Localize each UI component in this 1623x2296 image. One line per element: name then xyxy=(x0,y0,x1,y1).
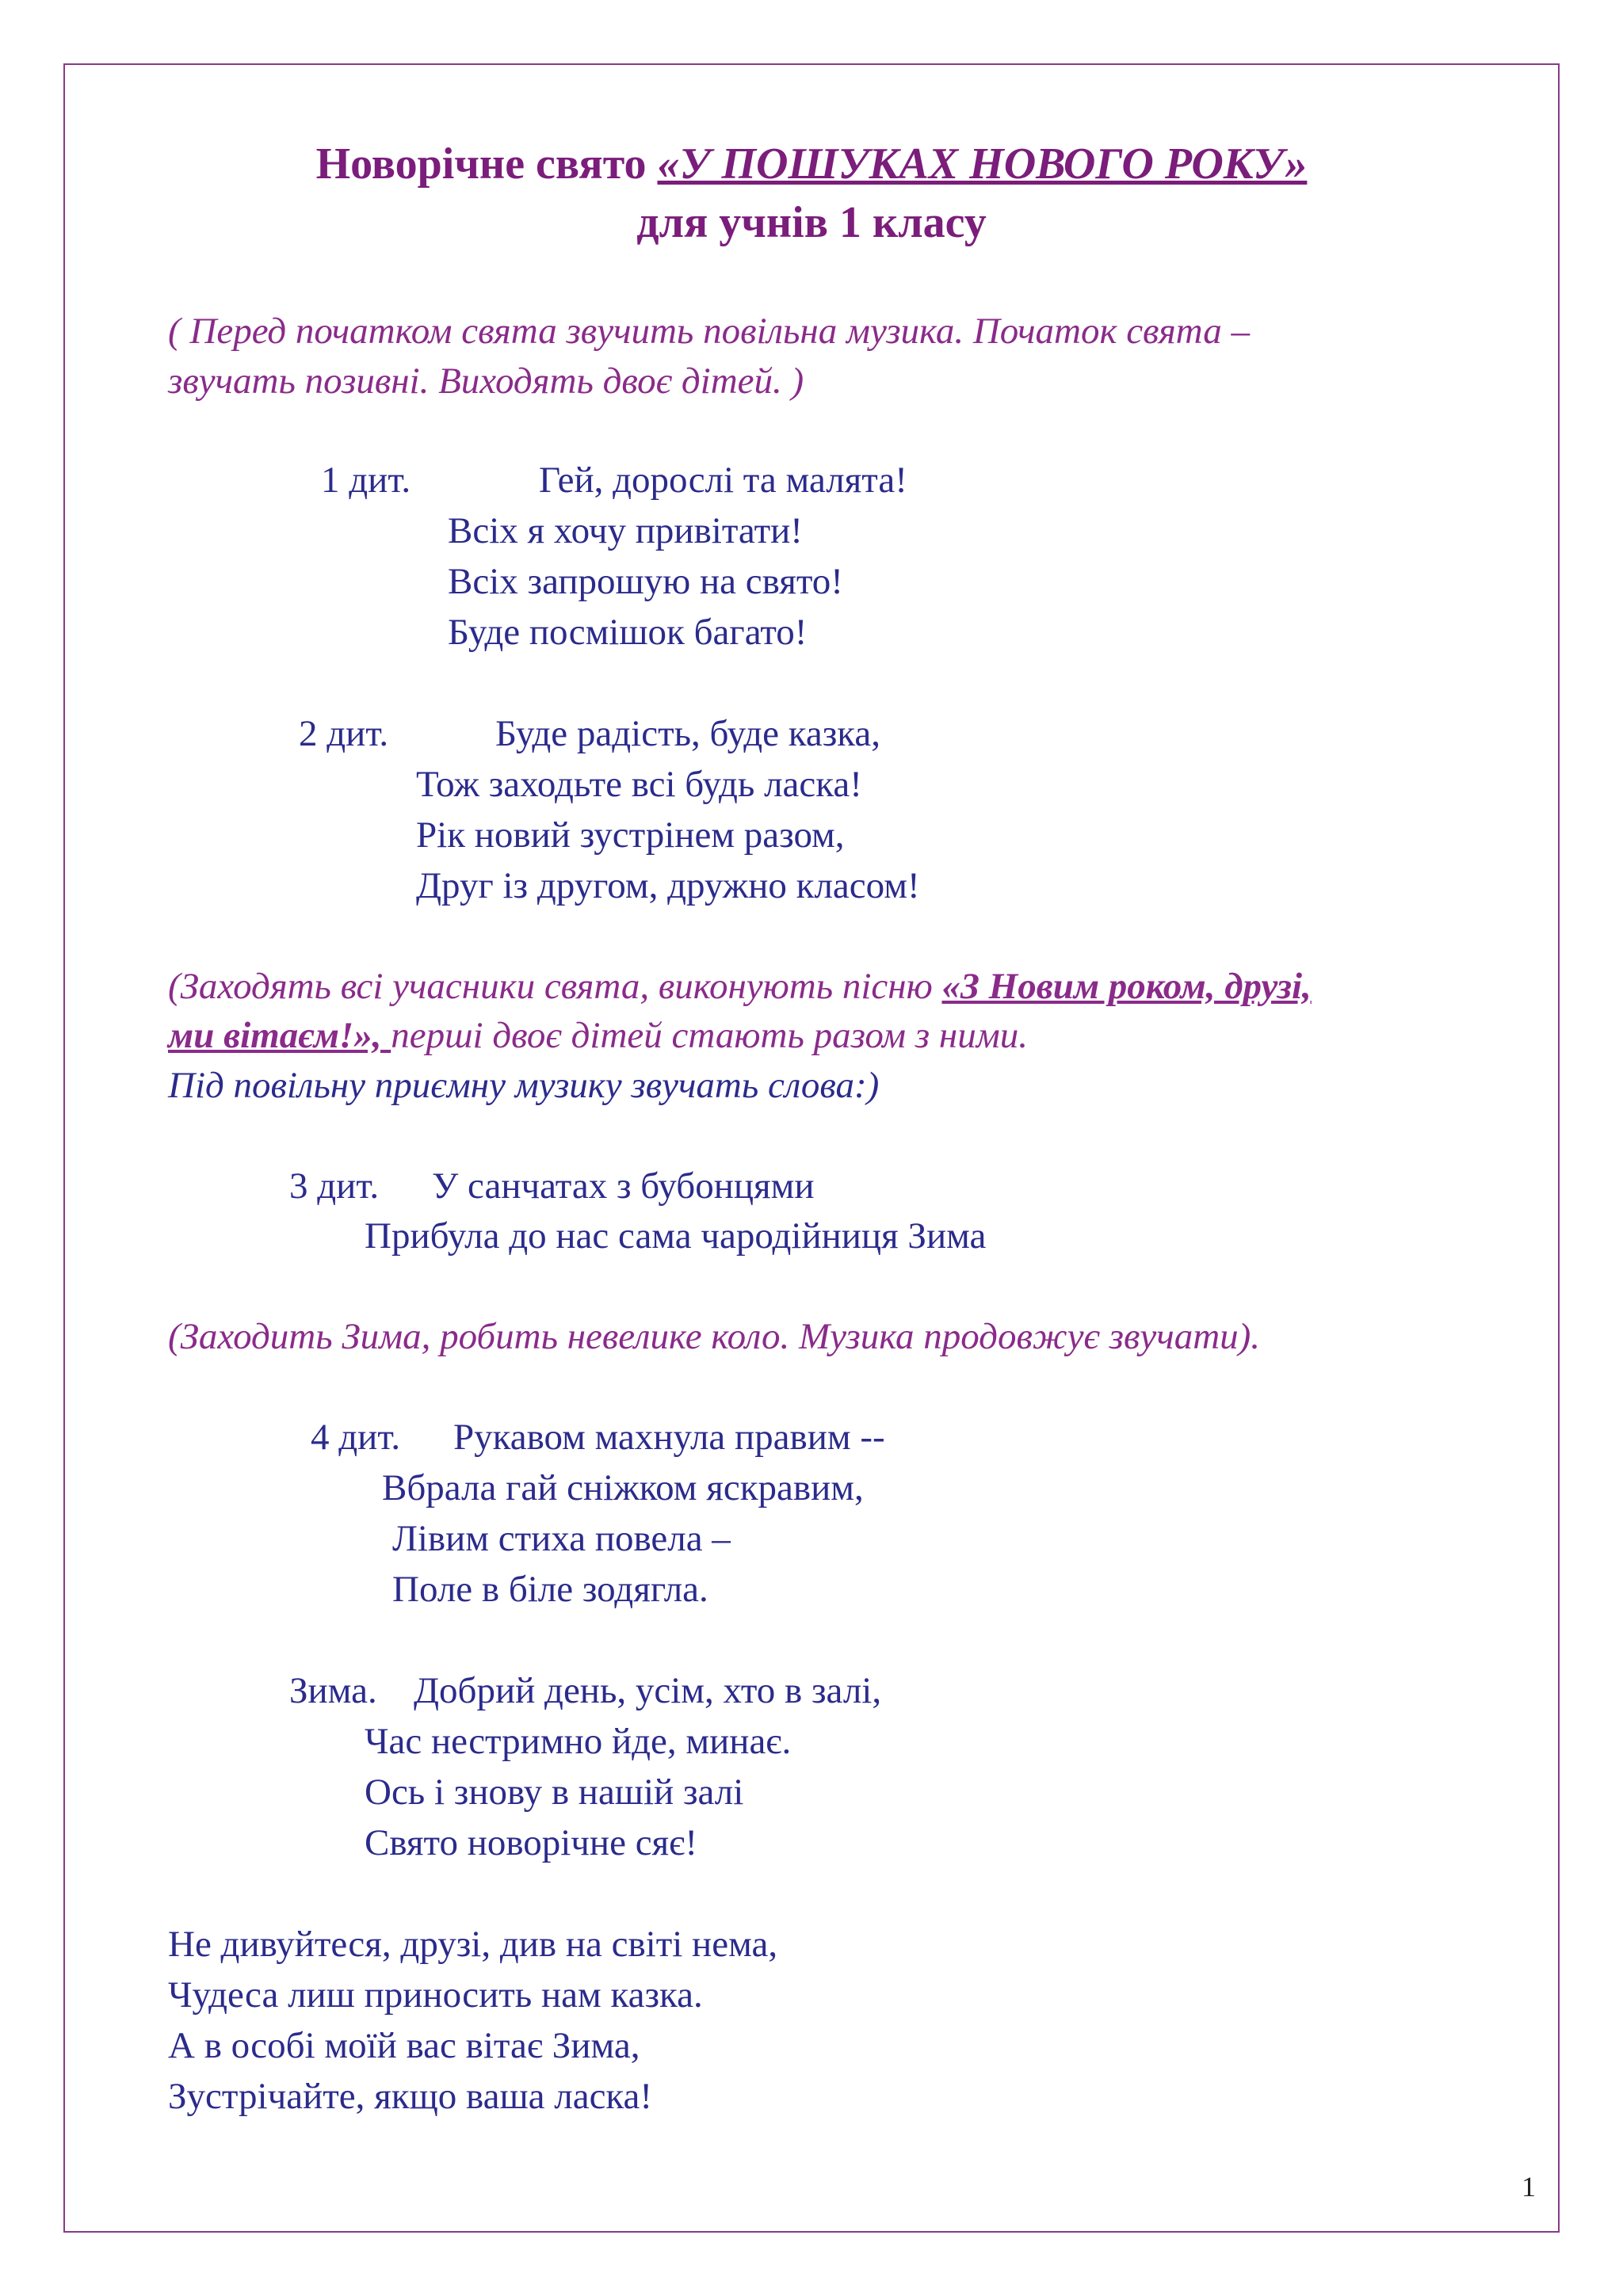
verse-1-line-1: Гей, дорослі та малята! xyxy=(539,460,907,501)
verse-3-line-1: У санчатах з бубонцями xyxy=(432,1165,815,1207)
verse-4-speaker: 4 дит. xyxy=(311,1417,401,1458)
verse-4-line-3: Лівим стиха повела – xyxy=(392,1518,731,1559)
zima-line-2: Час нестримно йде, минає. xyxy=(365,1721,792,1762)
stage-direction-2-line-2 xyxy=(168,1012,1028,1059)
verse-1-line-4: Буде посмішок багато! xyxy=(448,612,808,653)
stage-direction-1-line-2: звучать позивні. Виходять двоє дітей. ) xyxy=(168,360,804,402)
zima-line-1: Добрий день, усім, хто в залі, xyxy=(414,1670,882,1711)
final-verse-line-1: Не дивуйтеся, друзі, див на світі нема, xyxy=(168,1924,778,1965)
verse-3-line-2: Прибула до нас сама чародійниця Зима xyxy=(365,1215,987,1257)
title-prefix: Новорічне свято xyxy=(315,139,658,189)
final-verse-line-2: Чудеса лиш приносить нам казка. xyxy=(168,1974,703,2016)
verse-2-line-4: Друг із другом, дружно класом! xyxy=(416,865,920,906)
verse-4-line-1: Рукавом махнула правим -- xyxy=(453,1417,885,1458)
title-name: «У ПОШУКАХ НОВОГО РОКУ» xyxy=(657,139,1308,189)
zima-line-4: Свято новорічне сяє! xyxy=(365,1822,697,1863)
verse-4-line-4: Поле в біле зодягла. xyxy=(392,1569,708,1610)
stage-direction-2-line-1 xyxy=(168,963,1312,1010)
verse-4-line-2: Вбрала гай сніжком яскравим, xyxy=(382,1467,864,1508)
page-title xyxy=(63,136,1560,192)
verse-2-speaker: 2 дит. xyxy=(299,713,389,754)
page-number: 1 xyxy=(1522,2171,1536,2203)
song-title-part-2: ми вітаєм!», xyxy=(168,1015,391,1056)
zima-speaker: Зима. xyxy=(289,1670,377,1711)
page-subtitle: для учнів 1 класу xyxy=(636,198,987,247)
final-verse-line-3: А в особі моїй вас вітає Зима, xyxy=(168,2025,640,2066)
verse-1-speaker: 1 дит. xyxy=(321,460,411,501)
verse-1-line-2: Всіх я хочу привітати! xyxy=(448,510,803,551)
final-verse-line-4: Зустрічайте, якщо ваша ласка! xyxy=(168,2076,653,2117)
stage-direction-1-line-1: ( Перед початком свята звучить повільна музика. Початок свята – xyxy=(168,311,1250,352)
verse-2-line-2: Тож заходьте всі будь ласка! xyxy=(416,764,862,805)
verse-2-line-3: Рік новий зустрінем разом, xyxy=(416,814,845,856)
stage-direction-2-text: (Заходять всі учасники свята, виконують пісню xyxy=(168,966,942,1007)
verse-1-line-3: Всіх запрошую на свято! xyxy=(448,561,843,602)
stage-direction-2-rest: перші двоє дітей стають разом з ними. xyxy=(391,1015,1028,1056)
verse-3-speaker: 3 дит. xyxy=(289,1165,380,1207)
song-title-part-1: «З Новим роком, друзі, xyxy=(941,966,1312,1007)
zima-line-3: Ось і знову в нашій залі xyxy=(365,1772,744,1813)
stage-direction-3: (Заходить Зима, робить невелике коло. Музика продовжує звучати). xyxy=(168,1316,1261,1357)
stage-direction-2-line-3: Під повільну приємну музику звучать слова:) xyxy=(168,1065,880,1106)
verse-2-line-1: Буде радість, буде казка, xyxy=(495,713,881,754)
